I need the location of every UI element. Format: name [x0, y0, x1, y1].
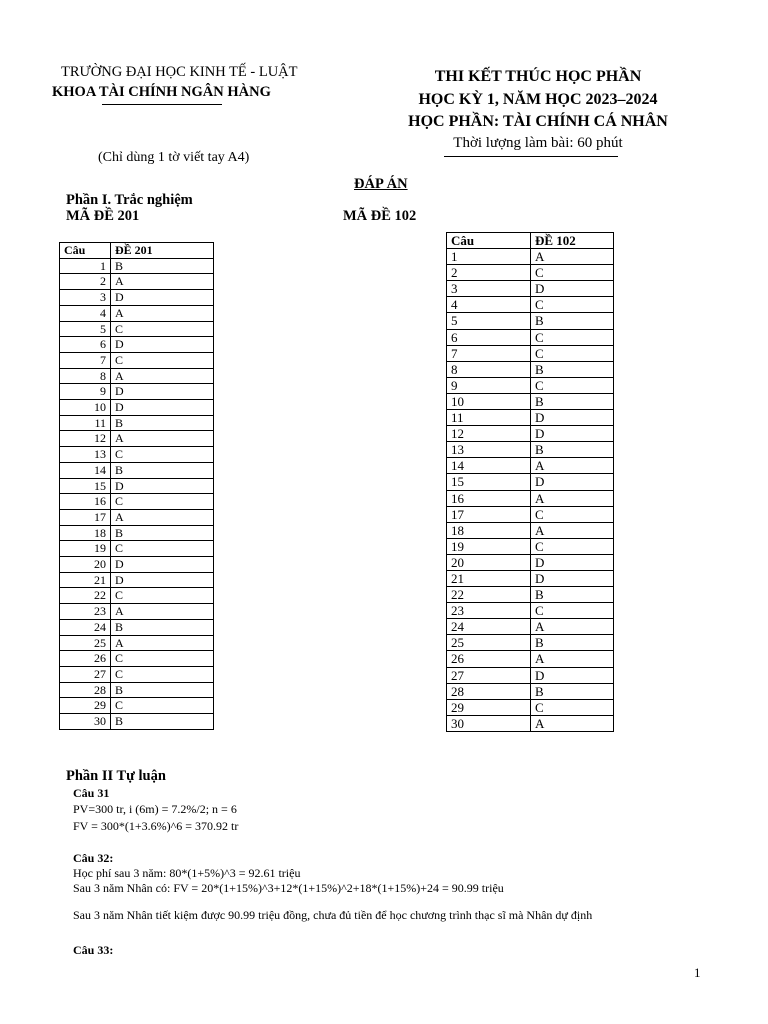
- q33-label: Câu 33:: [73, 943, 114, 957]
- answer-cell: D: [111, 557, 214, 573]
- question-number-cell: 18: [447, 522, 531, 538]
- table-row: [447, 635, 614, 651]
- answer-cell: B: [531, 587, 614, 603]
- question-number-cell: 26: [447, 651, 531, 667]
- question-number-cell: 12: [447, 426, 531, 442]
- answer-cell: A: [531, 715, 614, 731]
- table-row: [447, 474, 614, 490]
- answer-cell: A: [531, 522, 614, 538]
- question-number-cell: 6: [60, 337, 111, 353]
- answer-cell: A: [111, 368, 214, 384]
- university-name: TRƯỜNG ĐẠI HỌC KINH TẾ - LUẬT: [61, 64, 298, 80]
- q31-label: Câu 31: [73, 786, 110, 800]
- question-number-cell: 4: [60, 305, 111, 321]
- question-number-cell: 18: [60, 525, 111, 541]
- answer-cell: B: [111, 619, 214, 635]
- table-row: [60, 274, 214, 290]
- question-number-cell: 9: [60, 384, 111, 400]
- answer-cell: D: [531, 426, 614, 442]
- table-row: [60, 509, 214, 525]
- semester: HỌC KỲ 1, NĂM HỌC 2023–2024: [418, 91, 658, 108]
- answer-cell: C: [531, 265, 614, 281]
- table-row: [60, 557, 214, 573]
- answer-cell: C: [111, 651, 214, 667]
- answer-cell: D: [111, 337, 214, 353]
- table-header-cell: Câu: [447, 233, 531, 249]
- answer-cell: C: [531, 603, 614, 619]
- question-number-cell: 22: [447, 587, 531, 603]
- answer-cell: B: [111, 525, 214, 541]
- answer-cell: B: [111, 415, 214, 431]
- question-number-cell: 2: [60, 274, 111, 290]
- answer-cell: B: [531, 442, 614, 458]
- question-number-cell: 2: [447, 265, 531, 281]
- answer-cell: C: [531, 297, 614, 313]
- question-number-cell: 20: [447, 554, 531, 570]
- answer-cell: C: [111, 541, 214, 557]
- table-row: [447, 619, 614, 635]
- table-header-cell: ĐỀ 102: [531, 233, 614, 249]
- table-row: [447, 442, 614, 458]
- answer-cell: D: [531, 410, 614, 426]
- answer-cell: A: [111, 635, 214, 651]
- table-row: [60, 447, 214, 463]
- answer-cell: A: [531, 490, 614, 506]
- table-row: [60, 352, 214, 368]
- question-number-cell: 26: [60, 651, 111, 667]
- course-name: HỌC PHẦN: TÀI CHÍNH CÁ NHÂN: [408, 113, 668, 130]
- answer-cell: C: [111, 447, 214, 463]
- table-row: [60, 478, 214, 494]
- answer-cell: D: [531, 570, 614, 586]
- code-102-label: MÃ ĐỀ 102: [343, 208, 417, 224]
- question-number-cell: 10: [60, 400, 111, 416]
- table-row: [60, 258, 214, 274]
- table-row: [60, 635, 214, 651]
- table-row: [60, 666, 214, 682]
- answer-cell: D: [531, 474, 614, 490]
- answer-cell: B: [531, 635, 614, 651]
- question-number-cell: 15: [447, 474, 531, 490]
- q31-line1: PV=300 tr, i (6m) = 7.2%/2; n = 6: [73, 802, 237, 816]
- answer-cell: B: [531, 313, 614, 329]
- question-number-cell: 4: [447, 297, 531, 313]
- table-row: [447, 410, 614, 426]
- table-row: [447, 297, 614, 313]
- question-number-cell: 8: [60, 368, 111, 384]
- question-number-cell: 28: [60, 682, 111, 698]
- table-row: [447, 393, 614, 409]
- question-number-cell: 7: [60, 352, 111, 368]
- answer-cell: C: [531, 329, 614, 345]
- question-number-cell: 19: [447, 538, 531, 554]
- q32-label: Câu 32:: [73, 851, 114, 865]
- answer-cell: A: [111, 305, 214, 321]
- answer-cell: C: [531, 377, 614, 393]
- table-row: [447, 522, 614, 538]
- table-row: [447, 603, 614, 619]
- answer-cell: D: [111, 384, 214, 400]
- answer-cell: B: [111, 714, 214, 730]
- part1-title: Phần I. Trắc nghiệm: [66, 192, 193, 208]
- faculty-name: KHOA TÀI CHÍNH NGÂN HÀNG: [52, 84, 271, 100]
- question-number-cell: 8: [447, 361, 531, 377]
- question-number-cell: 17: [60, 509, 111, 525]
- q32-line1: Học phí sau 3 năm: 80*(1+5%)^3 = 92.61 triệu: [73, 866, 301, 880]
- table-row: [447, 345, 614, 361]
- question-number-cell: 10: [447, 393, 531, 409]
- answer-cell: D: [111, 478, 214, 494]
- table-row: [447, 651, 614, 667]
- table-row: [447, 361, 614, 377]
- question-number-cell: 25: [60, 635, 111, 651]
- table-row: [447, 554, 614, 570]
- question-number-cell: 13: [447, 442, 531, 458]
- answer-cell: D: [531, 281, 614, 297]
- answer-cell: B: [111, 258, 214, 274]
- answer-cell: D: [111, 290, 214, 306]
- answer-cell: D: [111, 400, 214, 416]
- table-header-cell: ĐỀ 201: [111, 243, 214, 259]
- question-number-cell: 15: [60, 478, 111, 494]
- duration: Thời lượng làm bài: 60 phút: [453, 135, 623, 151]
- table-row: [447, 265, 614, 281]
- answer-cell: D: [531, 667, 614, 683]
- question-number-cell: 11: [60, 415, 111, 431]
- question-number-cell: 16: [60, 494, 111, 510]
- table-row: [447, 683, 614, 699]
- question-number-cell: 21: [447, 570, 531, 586]
- table-row: [447, 506, 614, 522]
- question-number-cell: 6: [447, 329, 531, 345]
- question-number-cell: 12: [60, 431, 111, 447]
- answer-cell: A: [111, 431, 214, 447]
- table-row: [60, 494, 214, 510]
- answer-table-102: [446, 232, 614, 732]
- question-number-cell: 5: [60, 321, 111, 337]
- table-header-cell: Câu: [60, 243, 111, 259]
- question-number-cell: 3: [447, 281, 531, 297]
- answer-cell: C: [111, 666, 214, 682]
- answer-cell: C: [111, 321, 214, 337]
- table-row: [60, 368, 214, 384]
- table-row: [447, 281, 614, 297]
- table-row: [60, 714, 214, 730]
- table-row: [60, 384, 214, 400]
- question-number-cell: 13: [60, 447, 111, 463]
- question-number-cell: 24: [60, 619, 111, 635]
- answer-cell: A: [531, 619, 614, 635]
- question-number-cell: 30: [60, 714, 111, 730]
- answer-cell: D: [111, 572, 214, 588]
- question-number-cell: 25: [447, 635, 531, 651]
- question-number-cell: 29: [60, 698, 111, 714]
- q31-line2: FV = 300*(1+3.6%)^6 = 370.92 tr: [73, 819, 239, 833]
- table-row: [60, 431, 214, 447]
- code-201-label: MÃ ĐỀ 201: [66, 208, 140, 224]
- exam-note: (Chỉ dùng 1 tờ viết tay A4): [98, 150, 250, 165]
- answer-table-201: [59, 242, 214, 730]
- answer-cell: C: [531, 506, 614, 522]
- table-row: [60, 462, 214, 478]
- table-row: [447, 490, 614, 506]
- question-number-cell: 28: [447, 683, 531, 699]
- answer-cell: B: [111, 462, 214, 478]
- answer-cell: C: [531, 538, 614, 554]
- answer-cell: C: [531, 345, 614, 361]
- question-number-cell: 23: [447, 603, 531, 619]
- question-number-cell: 30: [447, 715, 531, 731]
- answer-cell: D: [531, 554, 614, 570]
- question-number-cell: 7: [447, 345, 531, 361]
- table-row: [447, 667, 614, 683]
- question-number-cell: 11: [447, 410, 531, 426]
- table-row: [60, 400, 214, 416]
- table-row: [60, 682, 214, 698]
- question-number-cell: 5: [447, 313, 531, 329]
- table-row: [447, 329, 614, 345]
- question-number-cell: 22: [60, 588, 111, 604]
- question-number-cell: 27: [60, 666, 111, 682]
- answer-cell: B: [531, 393, 614, 409]
- answer-cell: A: [111, 509, 214, 525]
- table-row: [447, 715, 614, 731]
- table-row: [447, 313, 614, 329]
- table-row: [60, 572, 214, 588]
- table-row: [60, 588, 214, 604]
- table-row: [60, 337, 214, 353]
- table-row: [60, 541, 214, 557]
- answer-cell: C: [111, 352, 214, 368]
- question-number-cell: 17: [447, 506, 531, 522]
- table-row: [60, 619, 214, 635]
- exam-title: THI KẾT THÚC HỌC PHẦN: [434, 68, 642, 85]
- part2-title: Phần II Tự luận: [66, 768, 166, 784]
- table-row: [447, 377, 614, 393]
- table-row: [447, 426, 614, 442]
- answer-cell: A: [111, 274, 214, 290]
- question-number-cell: 27: [447, 667, 531, 683]
- answer-cell: A: [531, 458, 614, 474]
- answer-cell: C: [531, 699, 614, 715]
- question-number-cell: 1: [447, 249, 531, 265]
- answer-cell: B: [111, 682, 214, 698]
- table-row: [60, 321, 214, 337]
- question-number-cell: 20: [60, 557, 111, 573]
- table-row: [60, 290, 214, 306]
- table-header-row: [60, 243, 214, 259]
- question-number-cell: 19: [60, 541, 111, 557]
- question-number-cell: 3: [60, 290, 111, 306]
- question-number-cell: 16: [447, 490, 531, 506]
- table-row: [447, 587, 614, 603]
- duration-underline: [444, 156, 618, 157]
- answer-cell: B: [531, 683, 614, 699]
- question-number-cell: 14: [447, 458, 531, 474]
- table-row: [60, 604, 214, 620]
- answer-cell: C: [111, 588, 214, 604]
- answer-cell: A: [111, 604, 214, 620]
- page-number: 1: [694, 965, 701, 980]
- table-row: [447, 570, 614, 586]
- answer-cell: A: [531, 249, 614, 265]
- answer-cell: B: [531, 361, 614, 377]
- table-row: [447, 458, 614, 474]
- question-number-cell: 24: [447, 619, 531, 635]
- answer-cell: C: [111, 494, 214, 510]
- table-row: [447, 538, 614, 554]
- q32-line3: Sau 3 năm Nhân tiết kiệm được 90.99 triệu đồng, chưa đủ tiền để học chương trình thạc sĩ mà Nhân dự định: [73, 908, 593, 922]
- table-row: [60, 525, 214, 541]
- question-number-cell: 21: [60, 572, 111, 588]
- question-number-cell: 14: [60, 462, 111, 478]
- question-number-cell: 1: [60, 258, 111, 274]
- answer-cell: A: [531, 651, 614, 667]
- table-row: [447, 249, 614, 265]
- question-number-cell: 23: [60, 604, 111, 620]
- table-row: [60, 651, 214, 667]
- q32-line2: Sau 3 năm Nhân có: FV = 20*(1+15%)^3+12*(1+15%)^2+18*(1+15%)+24 = 90.99 triệu: [73, 881, 504, 895]
- table-row: [60, 698, 214, 714]
- table-row: [447, 699, 614, 715]
- table-row: [60, 415, 214, 431]
- table-header-row: [447, 233, 614, 249]
- answer-cell: C: [111, 698, 214, 714]
- table-row: [60, 305, 214, 321]
- faculty-underline: [102, 104, 222, 105]
- question-number-cell: 29: [447, 699, 531, 715]
- question-number-cell: 9: [447, 377, 531, 393]
- answer-title: ĐÁP ÁN: [354, 176, 408, 192]
